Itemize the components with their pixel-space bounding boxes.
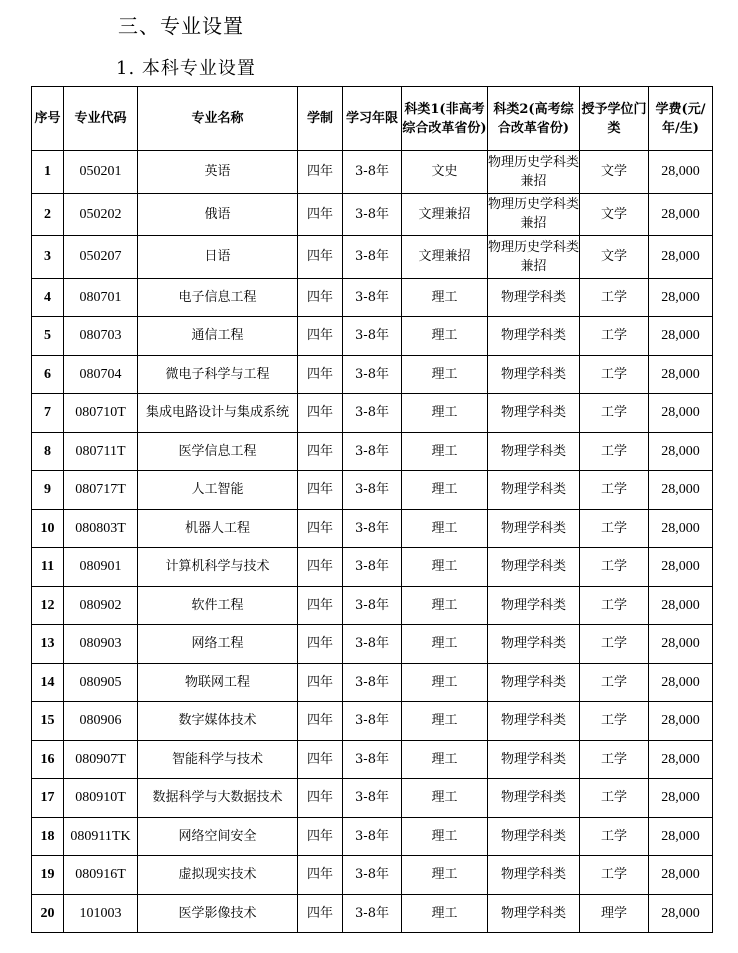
cell-category2: 物理学科类: [488, 278, 580, 317]
header-seq: 序号: [32, 87, 64, 151]
cell-fee: 28,000: [649, 740, 713, 779]
cell-fee: 28,000: [649, 509, 713, 548]
cell-degree: 工学: [580, 586, 649, 625]
cell-degree: 工学: [580, 663, 649, 702]
table-row: [32, 471, 713, 510]
cell-degree: 工学: [580, 432, 649, 471]
cell-study-years: 3-8年: [343, 779, 402, 818]
table-row: [32, 894, 713, 933]
cell-code: 050207: [64, 236, 138, 279]
cell-category1: 理工: [402, 317, 488, 356]
cell-fee: 28,000: [649, 856, 713, 895]
majors-table: [31, 86, 713, 933]
cell-code: 080902: [64, 586, 138, 625]
cell-seq: 3: [32, 236, 64, 279]
cell-degree: 文学: [580, 151, 649, 194]
cell-duration: 四年: [298, 586, 343, 625]
cell-degree: 工学: [580, 355, 649, 394]
cell-study-years: 3-8年: [343, 625, 402, 664]
cell-category2: 物理学科类: [488, 894, 580, 933]
cell-study-years: 3-8年: [343, 432, 402, 471]
cell-code: 080905: [64, 663, 138, 702]
cell-category2: 物理学科类: [488, 394, 580, 433]
cell-duration: 四年: [298, 702, 343, 741]
cell-category2: 物理学科类: [488, 471, 580, 510]
cell-degree: 工学: [580, 740, 649, 779]
cell-seq: 16: [32, 740, 64, 779]
cell-seq: 1: [32, 151, 64, 194]
cell-seq: 19: [32, 856, 64, 895]
cell-code: 080910T: [64, 779, 138, 818]
cell-category1: 理工: [402, 894, 488, 933]
table-row: [32, 779, 713, 818]
cell-category1: 理工: [402, 548, 488, 587]
cell-study-years: 3-8年: [343, 856, 402, 895]
cell-study-years: 3-8年: [343, 278, 402, 317]
cell-seq: 17: [32, 779, 64, 818]
cell-code: 080717T: [64, 471, 138, 510]
table-row: [32, 548, 713, 587]
cell-name: 软件工程: [138, 586, 298, 625]
cell-category1: 理工: [402, 625, 488, 664]
cell-duration: 四年: [298, 432, 343, 471]
cell-fee: 28,000: [649, 548, 713, 587]
cell-study-years: 3-8年: [343, 740, 402, 779]
table-row: [32, 856, 713, 895]
cell-name: 集成电路设计与集成系统: [138, 394, 298, 433]
cell-category2: 物理学科类: [488, 317, 580, 356]
cell-seq: 9: [32, 471, 64, 510]
cell-seq: 14: [32, 663, 64, 702]
cell-category2: 物理学科类: [488, 740, 580, 779]
cell-duration: 四年: [298, 151, 343, 194]
cell-study-years: 3-8年: [343, 894, 402, 933]
cell-duration: 四年: [298, 894, 343, 933]
cell-category2: 物理学科类: [488, 432, 580, 471]
cell-seq: 13: [32, 625, 64, 664]
cell-code: 080701: [64, 278, 138, 317]
cell-category1: 文理兼招: [402, 193, 488, 236]
cell-duration: 四年: [298, 193, 343, 236]
cell-fee: 28,000: [649, 894, 713, 933]
table-row: [32, 394, 713, 433]
cell-category1: 文史: [402, 151, 488, 194]
cell-code: 080907T: [64, 740, 138, 779]
cell-duration: 四年: [298, 355, 343, 394]
cell-duration: 四年: [298, 548, 343, 587]
cell-name: 网络工程: [138, 625, 298, 664]
table-row: [32, 193, 713, 236]
cell-degree: 工学: [580, 278, 649, 317]
cell-degree: 工学: [580, 625, 649, 664]
cell-code: 080711T: [64, 432, 138, 471]
table-row: [32, 586, 713, 625]
cell-category2: 物理历史学科类兼招: [488, 151, 580, 194]
cell-seq: 11: [32, 548, 64, 587]
cell-fee: 28,000: [649, 236, 713, 279]
cell-code: 050202: [64, 193, 138, 236]
cell-fee: 28,000: [649, 278, 713, 317]
cell-category2: 物理学科类: [488, 625, 580, 664]
cell-name: 英语: [138, 151, 298, 194]
cell-category2: 物理学科类: [488, 817, 580, 856]
cell-seq: 10: [32, 509, 64, 548]
cell-fee: 28,000: [649, 317, 713, 356]
cell-name: 智能科学与技术: [138, 740, 298, 779]
table-row: [32, 317, 713, 356]
table-row: [32, 817, 713, 856]
cell-code: 050201: [64, 151, 138, 194]
table-row: [32, 278, 713, 317]
cell-code: 101003: [64, 894, 138, 933]
table-row: [32, 509, 713, 548]
cell-category2: 物理学科类: [488, 856, 580, 895]
cell-study-years: 3-8年: [343, 817, 402, 856]
cell-study-years: 3-8年: [343, 394, 402, 433]
table-row: [32, 151, 713, 194]
cell-category1: 理工: [402, 278, 488, 317]
cell-fee: 28,000: [649, 779, 713, 818]
cell-seq: 7: [32, 394, 64, 433]
cell-category1: 理工: [402, 355, 488, 394]
cell-duration: 四年: [298, 856, 343, 895]
cell-seq: 12: [32, 586, 64, 625]
cell-category2: 物理历史学科类兼招: [488, 193, 580, 236]
cell-code: 080906: [64, 702, 138, 741]
cell-fee: 28,000: [649, 663, 713, 702]
cell-category1: 理工: [402, 432, 488, 471]
cell-fee: 28,000: [649, 586, 713, 625]
table-row: [32, 663, 713, 702]
cell-name: 电子信息工程: [138, 278, 298, 317]
cell-category1: 理工: [402, 394, 488, 433]
cell-category1: 理工: [402, 779, 488, 818]
cell-category1: 理工: [402, 740, 488, 779]
cell-fee: 28,000: [649, 702, 713, 741]
cell-name: 医学影像技术: [138, 894, 298, 933]
cell-code: 080703: [64, 317, 138, 356]
cell-degree: 工学: [580, 548, 649, 587]
header-code: 专业代码: [64, 87, 138, 151]
cell-category1: 理工: [402, 586, 488, 625]
cell-degree: 工学: [580, 702, 649, 741]
cell-name: 人工智能: [138, 471, 298, 510]
header-category2: 科类2(高考综合改革省份): [488, 87, 580, 151]
cell-code: 080704: [64, 355, 138, 394]
cell-category2: 物理学科类: [488, 779, 580, 818]
cell-degree: 文学: [580, 236, 649, 279]
cell-study-years: 3-8年: [343, 509, 402, 548]
table-header-row: [32, 87, 713, 151]
cell-duration: 四年: [298, 663, 343, 702]
cell-fee: 28,000: [649, 355, 713, 394]
cell-code: 080916T: [64, 856, 138, 895]
header-category1: 科类1(非高考综合改革省份): [402, 87, 488, 151]
cell-seq: 6: [32, 355, 64, 394]
cell-name: 微电子科学与工程: [138, 355, 298, 394]
cell-category1: 理工: [402, 856, 488, 895]
cell-code: 080903: [64, 625, 138, 664]
cell-category1: 理工: [402, 509, 488, 548]
table-row: [32, 236, 713, 279]
cell-category2: 物理历史学科类兼招: [488, 236, 580, 279]
header-name: 专业名称: [138, 87, 298, 151]
cell-duration: 四年: [298, 509, 343, 548]
cell-category2: 物理学科类: [488, 509, 580, 548]
subsection-heading: 1. 本科专业设置: [116, 58, 256, 79]
cell-study-years: 3-8年: [343, 471, 402, 510]
cell-category2: 物理学科类: [488, 586, 580, 625]
cell-degree: 工学: [580, 856, 649, 895]
cell-fee: 28,000: [649, 151, 713, 194]
cell-degree: 工学: [580, 317, 649, 356]
cell-duration: 四年: [298, 625, 343, 664]
cell-name: 网络空间安全: [138, 817, 298, 856]
cell-study-years: 3-8年: [343, 548, 402, 587]
cell-duration: 四年: [298, 317, 343, 356]
cell-duration: 四年: [298, 471, 343, 510]
cell-code: 080803T: [64, 509, 138, 548]
cell-name: 数据科学与大数据技术: [138, 779, 298, 818]
cell-name: 物联网工程: [138, 663, 298, 702]
table-row: [32, 740, 713, 779]
table-row: [32, 625, 713, 664]
cell-degree: 理学: [580, 894, 649, 933]
section-heading: 三、专业设置: [118, 14, 244, 38]
cell-seq: 18: [32, 817, 64, 856]
table-row: [32, 432, 713, 471]
cell-duration: 四年: [298, 817, 343, 856]
table-row: [32, 702, 713, 741]
cell-name: 虚拟现实技术: [138, 856, 298, 895]
header-degree: 授予学位门类: [580, 87, 649, 151]
cell-fee: 28,000: [649, 817, 713, 856]
header-study-years: 学习年限: [343, 87, 402, 151]
cell-study-years: 3-8年: [343, 236, 402, 279]
cell-seq: 5: [32, 317, 64, 356]
cell-study-years: 3-8年: [343, 317, 402, 356]
cell-degree: 文学: [580, 193, 649, 236]
cell-fee: 28,000: [649, 625, 713, 664]
cell-category1: 理工: [402, 471, 488, 510]
cell-category1: 理工: [402, 817, 488, 856]
cell-category2: 物理学科类: [488, 702, 580, 741]
cell-code: 080901: [64, 548, 138, 587]
cell-fee: 28,000: [649, 471, 713, 510]
cell-seq: 15: [32, 702, 64, 741]
cell-code: 080710T: [64, 394, 138, 433]
cell-duration: 四年: [298, 779, 343, 818]
cell-category1: 文理兼招: [402, 236, 488, 279]
cell-code: 080911TK: [64, 817, 138, 856]
cell-fee: 28,000: [649, 432, 713, 471]
cell-name: 俄语: [138, 193, 298, 236]
cell-degree: 工学: [580, 817, 649, 856]
cell-study-years: 3-8年: [343, 193, 402, 236]
cell-category2: 物理学科类: [488, 548, 580, 587]
cell-duration: 四年: [298, 278, 343, 317]
header-duration: 学制: [298, 87, 343, 151]
cell-fee: 28,000: [649, 193, 713, 236]
cell-name: 日语: [138, 236, 298, 279]
cell-duration: 四年: [298, 740, 343, 779]
cell-name: 数字媒体技术: [138, 702, 298, 741]
cell-name: 计算机科学与技术: [138, 548, 298, 587]
cell-degree: 工学: [580, 509, 649, 548]
cell-study-years: 3-8年: [343, 151, 402, 194]
cell-study-years: 3-8年: [343, 663, 402, 702]
cell-seq: 8: [32, 432, 64, 471]
cell-study-years: 3-8年: [343, 355, 402, 394]
cell-category1: 理工: [402, 702, 488, 741]
cell-duration: 四年: [298, 236, 343, 279]
cell-category2: 物理学科类: [488, 663, 580, 702]
cell-fee: 28,000: [649, 394, 713, 433]
cell-seq: 4: [32, 278, 64, 317]
cell-category2: 物理学科类: [488, 355, 580, 394]
cell-degree: 工学: [580, 394, 649, 433]
cell-degree: 工学: [580, 471, 649, 510]
cell-degree: 工学: [580, 779, 649, 818]
cell-category1: 理工: [402, 663, 488, 702]
cell-duration: 四年: [298, 394, 343, 433]
cell-name: 机器人工程: [138, 509, 298, 548]
cell-study-years: 3-8年: [343, 586, 402, 625]
cell-seq: 2: [32, 193, 64, 236]
cell-name: 通信工程: [138, 317, 298, 356]
cell-seq: 20: [32, 894, 64, 933]
table-row: [32, 355, 713, 394]
cell-study-years: 3-8年: [343, 702, 402, 741]
header-fee: 学费(元/年/生): [649, 87, 713, 151]
cell-name: 医学信息工程: [138, 432, 298, 471]
